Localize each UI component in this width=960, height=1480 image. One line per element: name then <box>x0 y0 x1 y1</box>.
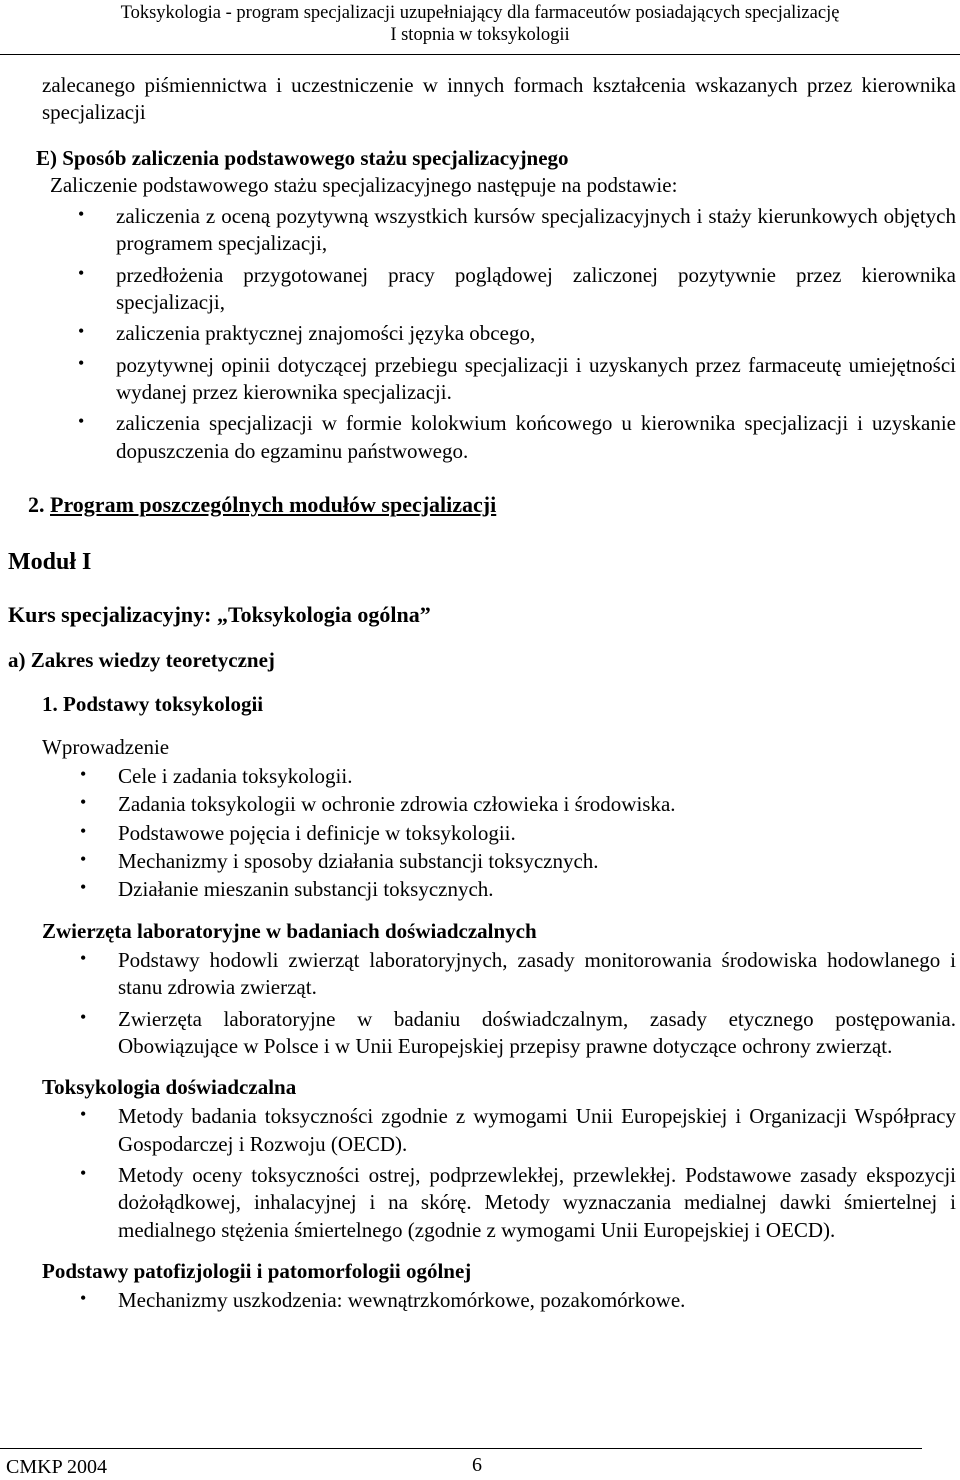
header-title-line2: I stopnia w toksykologii <box>390 25 570 45</box>
topic-group-list <box>42 947 956 1060</box>
topic-group <box>42 1258 956 1315</box>
bullet-icon: • <box>78 352 85 373</box>
header-divider <box>0 54 960 55</box>
topic-group-list <box>42 1103 956 1243</box>
section-2-heading <box>28 491 956 520</box>
list-item <box>42 1287 956 1314</box>
list-item-text: Podstawowe pojęcia i definicje w toksykologii. <box>118 820 516 845</box>
list-item-text: Mechanizmy uszkodzenia: wewnątrzkomórkowe, pozakomórkowe. <box>118 1288 686 1313</box>
footer-divider <box>0 1448 922 1449</box>
list-item <box>42 791 956 818</box>
bullet-icon: • <box>78 204 85 225</box>
list-item-text: Podstawy hodowli zwierząt laboratoryjnych, zasady monitorowania środowiska hodowlanego i stanu zdrowia zwierząt. <box>118 947 956 1000</box>
bullet-icon: • <box>80 792 87 813</box>
list-item <box>36 352 956 407</box>
list-item <box>36 262 956 317</box>
header-title-line1: Toksykologia - program specjalizacji uzupełniający dla farmaceutów posiadających specjalizację <box>120 3 840 23</box>
topic-group-list <box>42 763 956 903</box>
topic-group-heading: Toksykologia doświadczalna <box>42 1075 297 1100</box>
list-item-text: Mechanizmy i sposoby działania substancji toksycznych. <box>118 849 599 874</box>
bullet-icon: • <box>80 849 87 870</box>
section-e-lead: Zaliczenie podstawowego stażu specjalizacyjnego następuje na podstawie: <box>50 172 678 197</box>
list-item <box>42 1162 956 1244</box>
topic-group <box>42 734 956 904</box>
topic-group-heading: Podstawy patofizjologii i patomorfologii ogólnej <box>42 1258 472 1283</box>
footer-publisher: CMKP 2004 <box>6 1456 107 1478</box>
page-body <box>8 70 956 1314</box>
bullet-icon: • <box>80 764 87 785</box>
intro-continuation: zalecanego piśmiennictwa i uczestniczenie w innych formach kształcenia wskazanych przez kierownika specjalizacji <box>42 73 956 125</box>
list-item-text: Działanie mieszanin substancji toksycznych. <box>118 877 494 902</box>
list-item-text: Zwierzęta laboratoryjne w badaniu doświadczalnym, zasady etycznego postępowania. Obowiązujące w Polsce i w Unii Europejskiej przepisy prawne dotyczące ochrony zwierząt. <box>118 1006 956 1058</box>
list-item-text: przedłożenia przygotowanej pracy poglądowej zaliczonej pozytywnie przez kierownika specjalizacji, <box>116 262 956 315</box>
list-item <box>42 763 956 790</box>
list-item-text: zaliczenia specjalizacji w formie kolokwium końcowego u kierownika specjalizacji i uzyskanie dopuszczenia do egzaminu państwowego. <box>116 411 956 463</box>
bullet-icon: • <box>80 1006 87 1027</box>
section-2-title: Program poszczególnych modułów specjalizacji <box>50 491 497 517</box>
list-item <box>42 848 956 875</box>
list-item-text: pozytywnej opinii dotyczącej przebiegu specjalizacji i uzyskanych przez farmaceutę umiejętności wydanej przez kierownika specjalizacji. <box>116 352 956 404</box>
topic-group-heading: Wprowadzenie <box>42 734 170 759</box>
bullet-icon: • <box>80 820 87 841</box>
topic-heading: 1. Podstawy toksykologii <box>42 691 264 716</box>
list-item-text: Metody oceny toksyczności ostrej, podprzewlekłej, przewlekłej. Podstawowe zasady ekspozycji dożołądkowej, inhalacyjnej i na skórę. Metody wyznaczania medialnej dawki śmiertelnej i medialnego stężenia śmiertelnego (zgodnie z wymogami Unii Europejskiej i OECD). <box>118 1162 956 1242</box>
list-item <box>36 320 956 347</box>
course-title: Kurs specjalizacyjny: „Toksykologia ogólna” <box>8 601 431 627</box>
page-header <box>0 0 960 46</box>
bullet-icon: • <box>80 877 87 898</box>
list-item <box>36 410 956 465</box>
topic-groups <box>42 734 956 1315</box>
bullet-icon: • <box>80 1288 87 1309</box>
topic-group <box>42 918 956 1060</box>
list-item <box>42 1103 956 1158</box>
list-item <box>42 947 956 1002</box>
module-title: Moduł I <box>8 549 92 576</box>
bullet-icon: • <box>80 1104 87 1125</box>
topic-group-list <box>42 1287 956 1314</box>
section-2-number: 2. <box>28 491 45 517</box>
scope-heading: a) Zakres wiedzy teoretycznej <box>8 648 275 673</box>
page-number: 6 <box>472 1454 482 1476</box>
list-item <box>42 1006 956 1061</box>
section-e-list <box>36 203 956 465</box>
list-item-text: Zadania toksykologii w ochronie zdrowia człowieka i środowiska. <box>118 792 676 817</box>
list-item-text: zaliczenia z oceną pozytywną wszystkich kursów specjalizacyjnych i staży kierunkowych objętych programem specjalizacji, <box>116 204 956 256</box>
bullet-icon: • <box>80 1162 87 1183</box>
list-item-text: Cele i zadania toksykologii. <box>118 764 353 789</box>
list-item-text: Metody badania toksyczności zgodnie z wymogami Unii Europejskiej i Organizacji Współpracy Gospodarczej i Rozwoju (OECD). <box>118 1104 956 1156</box>
bullet-icon: • <box>80 947 87 968</box>
topic-group <box>42 1074 956 1244</box>
section-e <box>36 145 956 465</box>
bullet-icon: • <box>78 411 85 432</box>
list-item <box>42 876 956 903</box>
bullet-icon: • <box>78 321 85 342</box>
list-item-text: zaliczenia praktycznej znajomości języka obcego, <box>116 321 536 346</box>
topic-group-heading: Zwierzęta laboratoryjne w badaniach doświadczalnych <box>42 918 537 943</box>
list-item <box>42 820 956 847</box>
list-item <box>36 203 956 258</box>
section-e-heading: E) Sposób zaliczenia podstawowego stażu specjalizacyjnego <box>36 145 569 170</box>
bullet-icon: • <box>78 262 85 283</box>
